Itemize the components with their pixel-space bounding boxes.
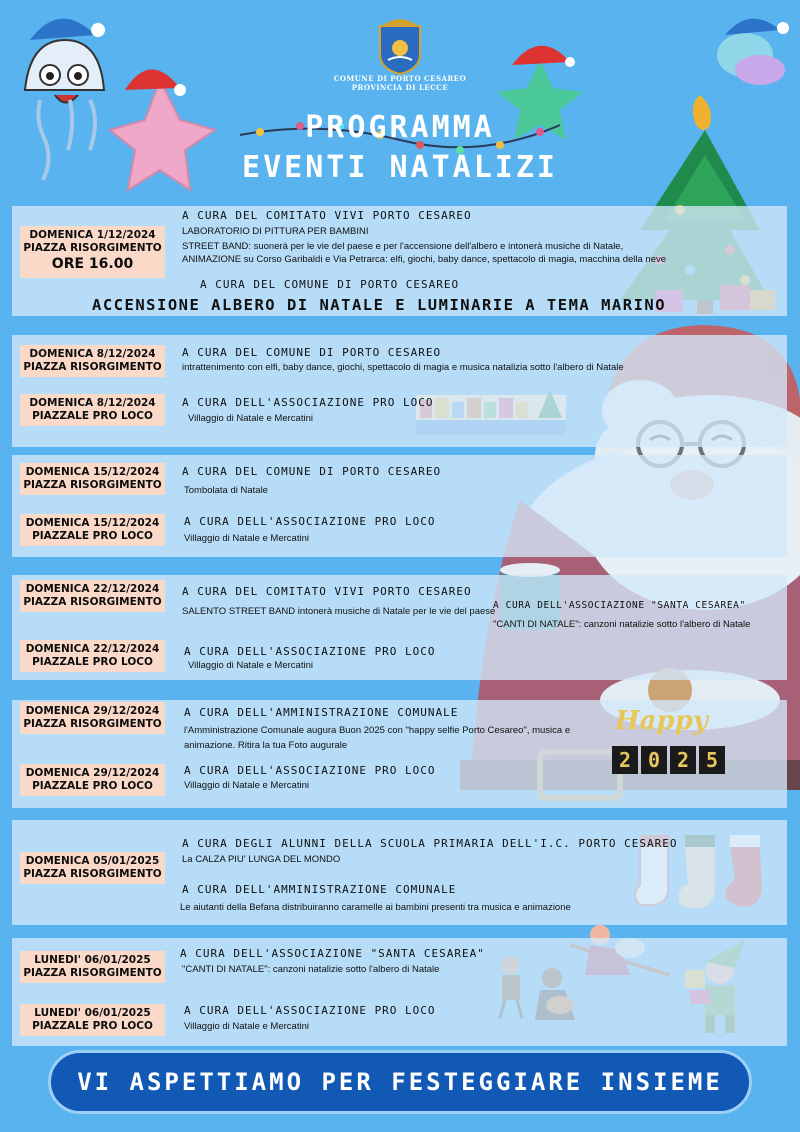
event-date: DOMENICA 22/12/2024 [25, 643, 160, 655]
event-organizer: A CURA DELL'ASSOCIAZIONE PRO LOCO [184, 645, 436, 658]
event-description: "CANTI DI NATALE": canzoni natalizie sotto l'albero di Natale [182, 964, 440, 975]
event-date-box [20, 345, 165, 377]
starfish-illustration [110, 69, 215, 190]
event-description: Tombolata di Natale [184, 485, 268, 496]
event-description: Villaggio di Natale e Mercatini [184, 1021, 309, 1032]
event-date: DOMENICA 8/12/2024 [29, 397, 156, 409]
event-date-box [20, 514, 165, 546]
page-title-line2: EVENTI NATALIZI [242, 150, 558, 185]
province-name: PROVINCIA DI LECCE [351, 83, 449, 92]
event-description: Villaggio di Natale e Mercatini [188, 413, 313, 424]
year-digit: 0 [641, 746, 667, 774]
event-time: ORE 16.00 [51, 256, 134, 272]
event-organizer: A CURA DEL COMUNE DI PORTO CESAREO [200, 278, 460, 291]
turtle-illustration [717, 19, 789, 85]
event-place: PIAZZA RISORGIMENTO [23, 718, 162, 730]
event-date-box [20, 702, 165, 734]
event-description: La CALZA PIU' LUNGA DEL MONDO [182, 854, 341, 865]
event-place: PIAZZALE PRO LOCO [32, 780, 153, 792]
event-description: Villaggio di Natale e Mercatini [188, 660, 313, 671]
event-description: "CANTI DI NATALE": canzoni natalizie sotto l'albero di Natale [493, 619, 751, 630]
page-title-line1: PROGRAMMA [305, 110, 495, 145]
event-place: PIAZZA RISORGIMENTO [23, 361, 162, 373]
event-date: DOMENICA 22/12/2024 [25, 583, 160, 595]
event-date-box [20, 226, 165, 278]
event-description: Villaggio di Natale e Mercatini [184, 533, 309, 544]
event-organizer: A CURA DEGLI ALUNNI DELLA SCUOLA PRIMARIA DELL'I.C. PORTO CESAREO [182, 837, 678, 850]
event-organizer: A CURA DEL COMUNE DI PORTO CESAREO [182, 465, 442, 478]
event-organizer: A CURA DELL'ASSOCIAZIONE PRO LOCO [184, 1004, 436, 1017]
event-place: PIAZZA RISORGIMENTO [23, 967, 162, 979]
event-organizer: A CURA DEL COMITATO VIVI PORTO CESAREO [182, 209, 472, 222]
event-date-box [20, 852, 165, 884]
event-date: LUNEDI' 06/01/2025 [34, 1007, 151, 1019]
event-date: DOMENICA 15/12/2024 [25, 517, 160, 529]
event-date-box [20, 951, 165, 983]
event-date-box [20, 463, 165, 495]
event-highlight: ACCENSIONE ALBERO DI NATALE E LUMINARIE A TEMA MARINO [92, 296, 667, 314]
event-date-box [20, 640, 165, 672]
municipal-coat-of-arms-icon [372, 14, 428, 76]
event-date: DOMENICA 15/12/2024 [25, 466, 160, 478]
municipality-label [300, 74, 500, 92]
event-description: ANIMAZIONE su Corso Garibaldi e Via Petrarca: elfi, giochi, baby dance, spettacolo di magia, macchina della neve [182, 254, 667, 265]
year-digit: 2 [670, 746, 696, 774]
event-place: PIAZZALE PRO LOCO [32, 1020, 153, 1032]
event-description: STREET BAND: suonerà per le vie del paese e per l'accensione dell'albero e intonerà musiche di Natale, [182, 241, 624, 252]
event-organizer: A CURA DELL'ASSOCIAZIONE "SANTA CESAREA" [493, 600, 746, 611]
year-display [612, 746, 725, 774]
event-date-box [20, 580, 165, 612]
footer-text: VI ASPETTIAMO PER FESTEGGIARE INSIEME [77, 1068, 723, 1096]
event-description: l'Amministrazione Comunale augura Buon 2025 con "happy selfie Porto Cesareo", musica e [184, 725, 571, 736]
event-place: PIAZZA RISORGIMENTO [23, 479, 162, 491]
event-date: DOMENICA 29/12/2024 [25, 705, 160, 717]
event-date: DOMENICA 05/01/2025 [25, 855, 160, 867]
event-place: PIAZZA RISORGIMENTO [23, 242, 162, 254]
municipality-name: COMUNE DI PORTO CESAREO [333, 74, 467, 83]
event-date-box [20, 764, 165, 796]
event-date: DOMENICA 29/12/2024 [25, 767, 160, 779]
event-organizer: A CURA DELL'ASSOCIAZIONE PRO LOCO [182, 396, 434, 409]
event-description: Villaggio di Natale e Mercatini [184, 780, 309, 791]
event-date: LUNEDI' 06/01/2025 [34, 954, 151, 966]
event-place: PIAZZALE PRO LOCO [32, 530, 153, 542]
event-place: PIAZZA RISORGIMENTO [23, 868, 162, 880]
event-date-box [20, 1004, 165, 1036]
event-organizer: A CURA DELL'AMMINISTRAZIONE COMUNALE [184, 706, 459, 719]
event-organizer: A CURA DEL COMUNE DI PORTO CESAREO [182, 346, 442, 359]
year-digit: 5 [699, 746, 725, 774]
event-organizer: A CURA DELL'AMMINISTRAZIONE COMUNALE [182, 883, 457, 896]
year-digit: 2 [612, 746, 638, 774]
event-date: DOMENICA 1/12/2024 [29, 229, 156, 241]
jellyfish-illustration [25, 19, 105, 180]
event-organizer: A CURA DELL'ASSOCIAZIONE PRO LOCO [184, 515, 436, 528]
event-description: Le aiutanti della Befana distribuiranno caramelle ai bambini presenti tra musica e animazione [180, 902, 571, 913]
event-description: intrattenimento con elfi, baby dance, giochi, spettacolo di magia e musica natalizia sotto l'albero di Natale [182, 362, 624, 373]
event-organizer: A CURA DEL COMITATO VIVI PORTO CESAREO [182, 585, 472, 598]
event-date-box [20, 394, 165, 426]
event-place: PIAZZALE PRO LOCO [32, 410, 153, 422]
event-description: LABORATORIO DI PITTURA PER BAMBINI [182, 226, 369, 237]
event-place: PIAZZALE PRO LOCO [32, 656, 153, 668]
happy-label: Happy [615, 706, 708, 736]
event-organizer: A CURA DELL'ASSOCIAZIONE "SANTA CESAREA" [180, 947, 485, 960]
event-organizer: A CURA DELL'ASSOCIAZIONE PRO LOCO [184, 764, 436, 777]
event-description: SALENTO STREET BAND intonerà musiche di Natale per le vie del paese [182, 606, 496, 617]
footer-banner [48, 1050, 752, 1114]
event-place: PIAZZA RISORGIMENTO [23, 596, 162, 608]
event-description: animazione. Ritira la tua Foto augurale [184, 740, 348, 751]
event-date: DOMENICA 8/12/2024 [29, 348, 156, 360]
